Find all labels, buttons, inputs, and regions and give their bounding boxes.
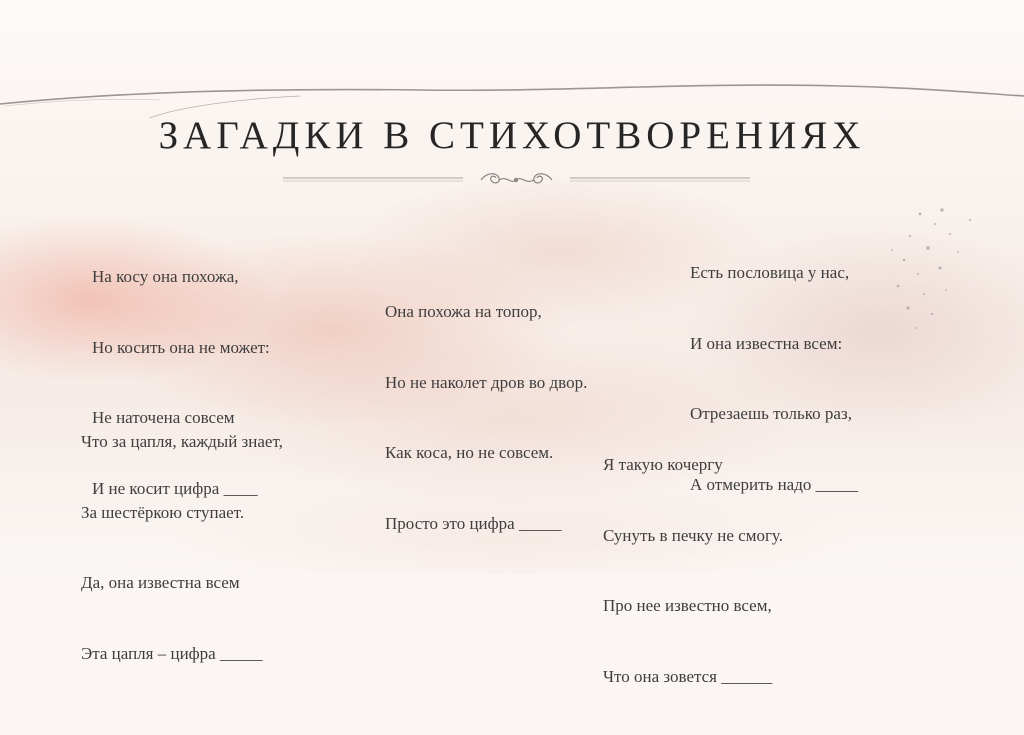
riddle-line: Не наточена совсем (92, 408, 235, 427)
riddle-line: Я такую кочергу (603, 455, 723, 474)
riddle-2 (385, 253, 587, 582)
ornament-divider (283, 169, 750, 191)
riddle-line: Сунуть в печку не смогу. (603, 525, 783, 545)
riddle-line: Но косить она не может: (92, 337, 270, 357)
riddle-line: И она известна всем: (690, 333, 843, 353)
riddle-line: Отрезаешь только раз, (690, 404, 852, 423)
riddle-5 (603, 406, 783, 735)
riddle-line: И не косит цифра ____ (92, 478, 258, 498)
decorative-speckles (880, 190, 1024, 350)
riddle-line: Что за цапля, каждый знает, (81, 432, 283, 451)
riddle-line: Что она зовется ______ (603, 666, 773, 686)
riddle-line: Да, она известна всем (81, 573, 240, 592)
riddle-line: Эта цапля – цифра _____ (81, 643, 263, 663)
riddle-line: Она похожа на топор, (385, 302, 542, 321)
riddle-line: Как коса, но не совсем. (385, 443, 554, 462)
riddle-line: Про нее известно всем, (603, 596, 772, 615)
page-title: ЗАГАДКИ В СТИХОТВОРЕНИЯХ (158, 114, 866, 157)
riddle-line: За шестёркою ступает. (81, 502, 245, 522)
riddle-line: Просто это цифра _____ (385, 513, 562, 533)
riddle-line: На косу она похожа, (92, 267, 239, 286)
riddle-line: А отмерить надо _____ (690, 474, 859, 494)
riddle-4 (81, 383, 283, 712)
riddle-line: Но не наколет дров во двор. (385, 372, 588, 392)
riddle-line: Есть пословица у нас, (690, 263, 850, 282)
